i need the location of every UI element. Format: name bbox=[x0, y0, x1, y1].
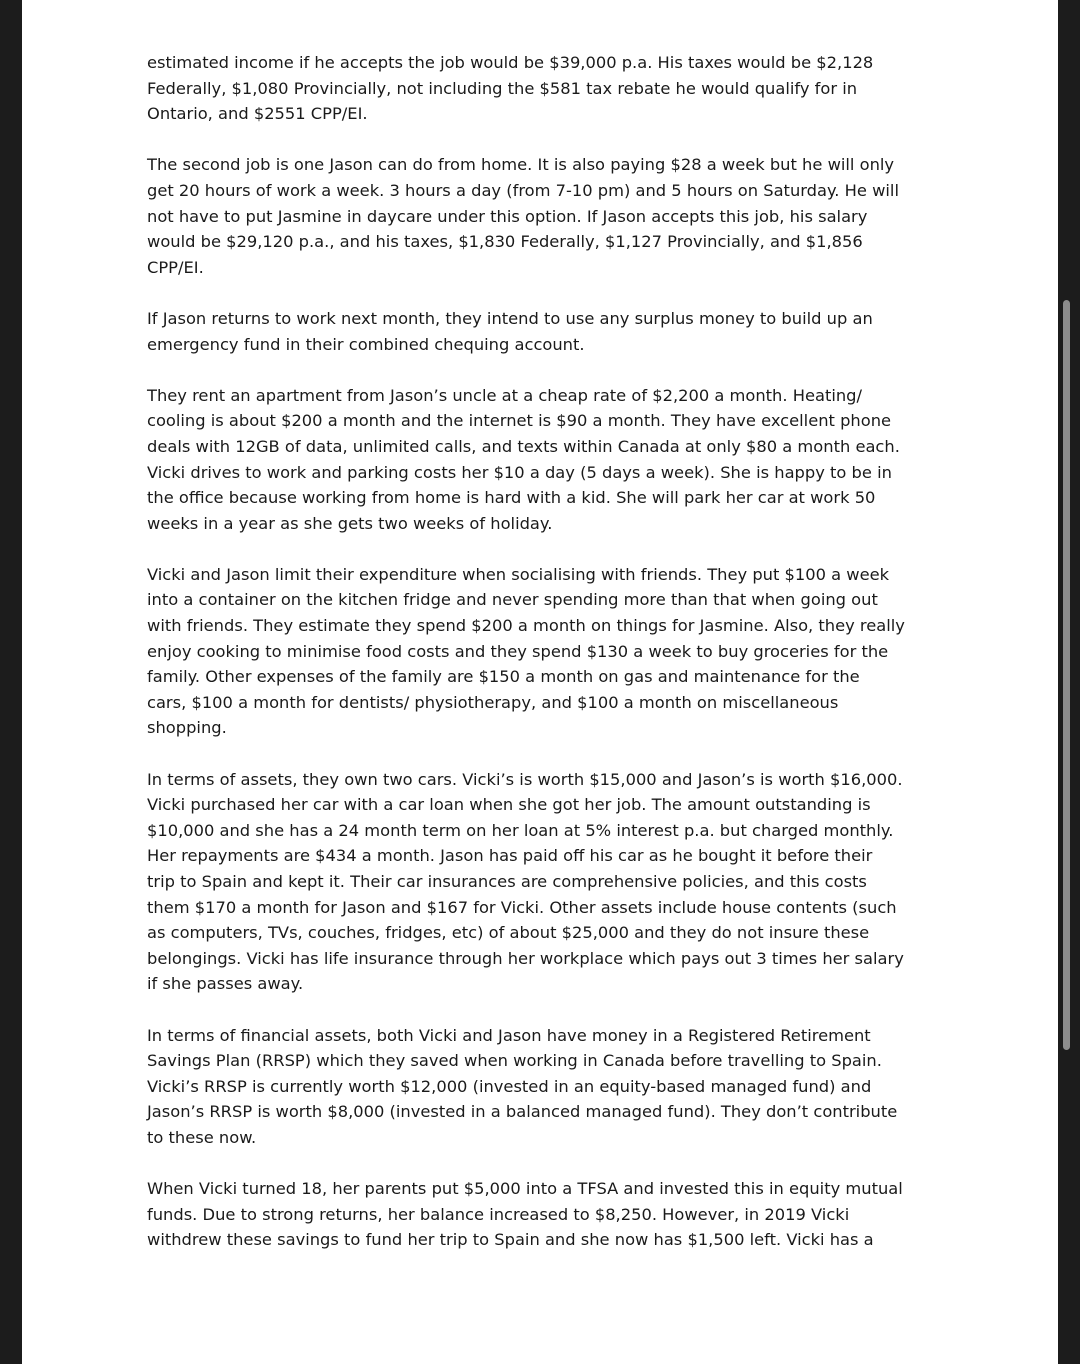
text-line: $10,000 and she has a 24 month term on her loan at 5% interest p.a. but charged monthly. bbox=[147, 820, 894, 840]
text-line: When Vicki turned 18, her parents put $5,000 into a TFSA and invested this in equity mutual bbox=[147, 1179, 903, 1199]
paragraph bbox=[147, 383, 947, 537]
text-line: estimated income if he accepts the job would be $39,000 p.a. His taxes would be $2,128 bbox=[147, 53, 874, 72]
text-line: get 20 hours of work a week. 3 hours a day (from 7-10 pm) and 5 hours on Saturday. He will bbox=[147, 180, 899, 200]
text-line: Vicki and Jason limit their expenditure when socialising with friends. They put $100 a week bbox=[147, 564, 890, 584]
text-line: enjoy cooking to minimise food costs and they spend $130 a week to buy groceries for the bbox=[147, 641, 889, 661]
text-line: funds. Due to strong returns, her balance increased to $8,250. However, in 2019 Vicki bbox=[147, 1204, 850, 1224]
text-line: family. Other expenses of the family are $150 a month on gas and maintenance for the bbox=[147, 667, 860, 687]
text-line: CPP/EI. bbox=[147, 257, 204, 277]
text-line: Vicki purchased her car with a car loan when she got her job. The amount outstanding is bbox=[147, 795, 871, 815]
text-line: Savings Plan (RRSP) which they saved when working in Canada before travelling to Spain. bbox=[147, 1051, 882, 1071]
text-line: In terms of assets, they own two cars. Vicki’s is worth $15,000 and Jason’s is worth $16,000. bbox=[147, 769, 903, 789]
text-line: cars, $100 a month for dentists/ physiotherapy, and $100 a month on miscellaneous bbox=[147, 692, 839, 712]
text-line: The second job is one Jason can do from home. It is also paying $28 a week but he will only bbox=[147, 155, 895, 175]
paragraph bbox=[147, 152, 947, 280]
text-line: cooling is about $200 a month and the internet is $90 a month. They have excellent phone bbox=[147, 411, 892, 431]
text-line: Vicki drives to work and parking costs her $10 a day (5 days a week). She is happy to be in bbox=[147, 462, 892, 482]
paragraph bbox=[147, 562, 947, 741]
text-line: if she passes away. bbox=[147, 974, 304, 994]
vertical-scrollbar[interactable] bbox=[1063, 0, 1071, 1364]
scrollbar-thumb[interactable] bbox=[1063, 300, 1070, 1050]
text-line: shopping. bbox=[147, 718, 227, 738]
paragraph bbox=[147, 1023, 947, 1151]
text-line: Federally, $1,080 Provincially, not including the $581 tax rebate he would qualify for in bbox=[147, 78, 858, 98]
text-line: deals with 12GB of data, unlimited calls, and texts within Canada at only $80 a month each. bbox=[147, 436, 900, 456]
text-line: would be $29,120 p.a., and his taxes, $1,830 Federally, $1,127 Provincially, and $1,856 bbox=[147, 232, 863, 252]
text-line: as computers, TVs, couches, fridges, etc) of about $25,000 and they do not insure these bbox=[147, 923, 870, 943]
paragraph bbox=[147, 767, 947, 997]
paragraph bbox=[147, 306, 947, 357]
document-page bbox=[22, 0, 1058, 1364]
text-line: Vicki’s RRSP is currently worth $12,000 (invested in an equity-based managed fund) and bbox=[147, 1076, 872, 1096]
text-line: belongings. Vicki has life insurance through her workplace which pays out 3 times her salary bbox=[147, 948, 904, 968]
text-line: with friends. They estimate they spend $200 a month on things for Jasmine. Also, they really bbox=[147, 616, 905, 636]
text-line: them $170 a month for Jason and $167 for Vicki. Other assets include house contents (such bbox=[147, 897, 897, 917]
paragraph bbox=[147, 50, 947, 127]
text-line: not have to put Jasmine in daycare under this option. If Jason accepts this job, his salary bbox=[147, 206, 868, 226]
paragraph bbox=[147, 1176, 947, 1253]
text-line: trip to Spain and kept it. Their car insurances are comprehensive policies, and this costs bbox=[147, 872, 867, 891]
text-line: In terms of financial assets, both Vicki and Jason have money in a Registered Retirement bbox=[147, 1025, 871, 1045]
text-line: the office because working from home is hard with a kid. She will park her car at work 50 bbox=[147, 488, 876, 508]
document-body bbox=[147, 50, 947, 1279]
text-line: Jason’s RRSP is worth $8,000 (invested in a balanced managed fund). They don’t contribute bbox=[147, 1102, 898, 1122]
text-line: to these now. bbox=[147, 1127, 257, 1147]
text-line: weeks in a year as she gets two weeks of holiday. bbox=[147, 513, 553, 533]
text-line: Ontario, and $2551 CPP/EI. bbox=[147, 104, 368, 124]
text-line: They rent an apartment from Jason’s uncle at a cheap rate of $2,200 a month. Heating/ bbox=[147, 385, 863, 405]
text-line: withdrew these savings to fund her trip to Spain and she now has $1,500 left. Vicki has a bbox=[147, 1230, 874, 1250]
text-line: into a container on the kitchen fridge and never spending more than that when going out bbox=[147, 590, 878, 610]
text-line: If Jason returns to work next month, they intend to use any surplus money to build up an bbox=[147, 308, 873, 328]
text-line: emergency fund in their combined chequing account. bbox=[147, 334, 585, 354]
text-line: Her repayments are $434 a month. Jason has paid off his car as he bought it before their bbox=[147, 846, 873, 866]
